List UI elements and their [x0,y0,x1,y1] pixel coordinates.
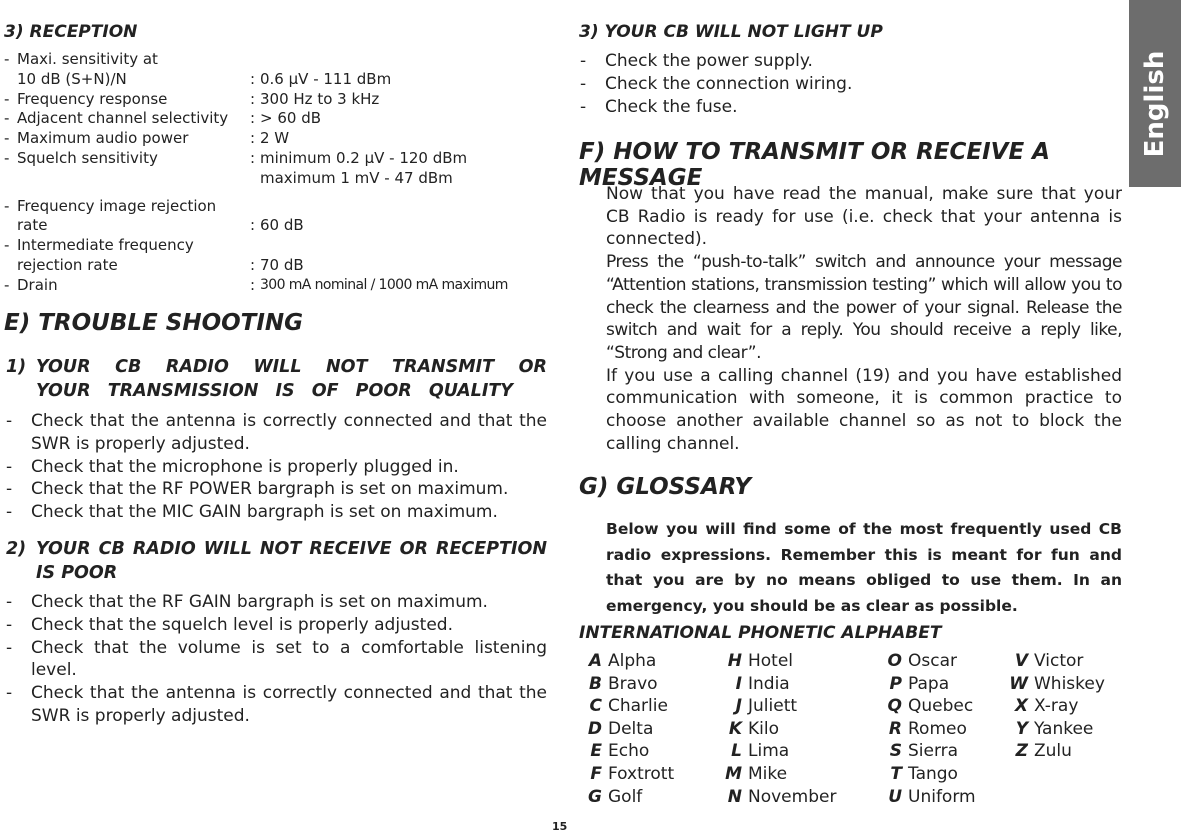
spec-row: - Intermediate frequency rejection rate : 70 dB [4,236,304,274]
phonetic-entry: G Golf [588,786,643,807]
trouble-shooting-heading: E) TROUBLE SHOOTING [4,310,304,336]
phonetic-entry: A Alpha [588,651,657,671]
list-item: - Check that the RF GAIN bargraph is set on maximum. [6,592,488,612]
spec-row: - Adjacent channel selectivity : > 60 dB [4,109,322,128]
phonetic-column [1008,650,1105,763]
list-item: - Check the connection wiring. [580,73,853,94]
phonetic-entry: S Sierra [889,741,959,762]
language-tab [1129,0,1181,187]
phonetic-column [722,650,836,808]
paragraph: Now that you have read the manual, make sure that your CB Radio is ready for use (i.e. check that your antenna is connected). [606,184,1122,250]
list-item: - Check the fuse. [580,96,738,117]
phonetic-entry: X X-ray [1014,696,1079,717]
phonetic-entry: Q Quebec [887,696,974,717]
trouble-sub1-list [4,410,547,524]
spec-row: - Drain : 300 mA nominal / 1000 mA maximum [4,275,508,294]
phonetic-entry: T Tango [890,763,958,784]
list-item: - Check that the volume is set to a comfortable listening level. [6,637,547,681]
phonetic-entry: B Bravo [589,673,658,694]
list-item: - Check that the MIC GAIN bargraph is set on maximum. [6,502,498,523]
list-item: - Check that the antenna is correctly connected and that the SWR is properly adjusted. [6,683,547,726]
spec-row: - Squelch sensitivity : minimum 0.2 µV - 120 dBm maximum 1 mV - 47 dBm [4,148,468,187]
phonetic-entry: Z Zulu [1015,741,1072,762]
trouble-sub2-heading: 2) YOUR CB RADIO WILL NOT RECEIVE OR RECEPTION IS POOR [6,539,547,583]
reception-heading: 3) RECEPTION [4,22,138,42]
phonetic-entry: U Uniform [888,786,976,807]
phonetic-entry: K Kilo [728,718,779,739]
paragraph: Press the “push-to-talk” switch and announce your message “Attention stations, transmission testing” which will allow you to check the clearness and the power of your signal. Release the switch and wait for a reply. You should receive a reply like, “Strong and clear”. [606,252,1122,363]
phonetic-entry: C Charlie [589,696,668,717]
phonetic-column [882,650,976,808]
phonetic-entry: F Foxtrott [590,763,675,784]
spec-row: - Frequency response : 300 Hz to 3 kHz [4,89,380,108]
reception-specs [4,50,549,296]
trouble-sub3-list [578,50,1048,118]
phonetic-entry: V Victor [1014,651,1084,671]
phonetic-entry: R Romeo [888,718,967,739]
list-item: - Check that the microphone is properly plugged in. [6,456,459,477]
trouble-sub1-heading: 1) YOUR CB RADIO WILL NOT TRANSMIT OR YOUR TRANSMISSION IS OF POOR QUALITY [6,357,547,401]
transmit-body [606,183,1122,455]
transmit-heading: F) HOW TO TRANSMIT OR RECEIVE A MESSAGE [579,139,1050,191]
phonetic-entry: P Papa [889,673,950,694]
language-tab-label: English [1140,50,1170,158]
trouble-sub2-list [4,591,547,728]
phonetic-entry: N November [727,786,837,807]
list-item: - Check the power supply. [580,51,813,71]
list-item: - Check that the squelch level is properly adjusted. [6,614,453,635]
glossary-heading: G) GLOSSARY [579,474,752,500]
page-number: 15 [552,820,568,833]
phonetic-entry: W Whiskey [1009,673,1105,694]
phonetic-entry: O Oscar [887,651,957,671]
phonetic-entry: H Hotel [727,651,794,671]
spec-row: - Frequency image rejection rate : 60 dB [4,196,304,235]
phonetic-column [582,650,674,808]
paragraph: If you use a calling channel (19) and you have established communication with someone, it is common practice to choose another available channel so as not to block the calling channel. [606,365,1122,454]
phonetic-alphabet-heading: INTERNATIONAL PHONETIC ALPHABET [579,623,942,643]
glossary-intro: Below you will find some of the most frequently used CB radio expressions. Remember this is meant for fun and that you are by no means obliged to use them. In an emergency, you should be as clear as possible. [606,520,1122,615]
spec-row: - Maximum audio power : 2 W [4,129,290,148]
spec-row: - Maxi. sensitivity at 10 dB (S+N)/N : 0.6 µV - 111 dBm [4,50,392,88]
trouble-sub3-heading: 3) YOUR CB WILL NOT LIGHT UP [579,22,883,42]
phonetic-entry: J Juliett [735,696,798,717]
list-item: - Check that the RF POWER bargraph is set on maximum. [6,479,509,500]
phonetic-entry: E Echo [590,741,650,762]
phonetic-entry: L Lima [731,741,790,762]
phonetic-entry: M Mike [725,763,788,784]
list-item: - Check that the antenna is correctly connected and that the SWR is properly adjusted. [6,411,547,454]
phonetic-entry: Y Yankee [1015,718,1094,739]
phonetic-entry: I India [735,673,790,694]
phonetic-entry: D Delta [587,718,654,739]
